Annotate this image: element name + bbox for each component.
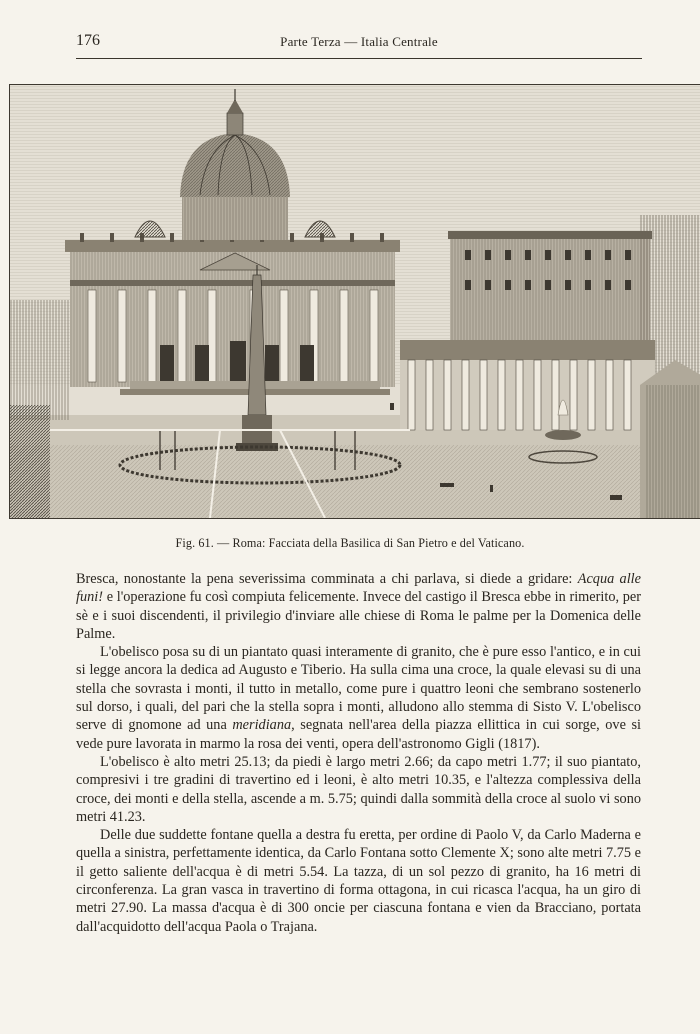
figure-engraving [9,84,700,519]
paragraph: L'obelisco posa su di un piantato quasi interamente di granito, che è pure esso l'antico, e in cui si legge ancora la dedica ad Augusto e Tiberio. Ha sulla cima una croce, la quale elevasi su di una stella che sovrasta i monti, il tutto in metallo, come pure i quattro leoni che sembrano sostenerlo sul dorso, i quali, del pari che la stella sopra i monti, alludono allo stemma di Sisto V. L'obelisco serve di gnomone ad una meridiana, segnata nell'area della piazza ellittica in cui sorge, ove si vede pure lavorata in marmo la rosa dei venti, opera dell'astronomo Gigli (1817). [76,644,641,752]
paragraph: L'obelisco è alto metri 25.13; da piedi è largo metri 2.66; da capo metri 1.77; il suo piantato, compresivi i tre gradini di travertino ed i leoni, è alto metri 10.35, e l'altezza complessiva della croce, dei monti e della stella, ascende a m. 5.75; quindi dalla sommità della croce al suolo vi sono metri 41.23. [76,753,641,825]
paragraph: Bresca, nonostante la pena severissima comminata a chi parlava, si diede a gridare: Acqua alle funi! e l'operazione fu così compiuta felicemente. Invece del castigo il Bresca ebbe in rimerito, per sè e i suoi discendenti, il privilegio d'inviare alle chiese di Roma le palme per la Domenica delle Palme. [76,571,641,642]
page-header [76,28,642,59]
figure-caption: Fig. 61. — Roma: Facciata della Basilica di San Pietro e del Vaticano. [175,536,525,550]
body-text [76,570,641,936]
paragraph: Delle due suddette fontane quella a destra fu eretta, per ordine di Paolo V, da Carlo Maderna e quella a sinistra, perfettamente identica, da Carlo Fontana sotto Clemente X; sono alte metri 7.75 e il getto saliente dell'acqua è di metri 5.54. La tazza, di un sol pezzo di granito, ha 16 metri di circonferenza. La gran vasca in travertino di forma ottagona, in cui ricasca l'acqua, ha un giro di metri 27.90. La massa d'acqua è di 300 oncie per ciascuna fontana e vien da Bracciano, portata dall'acquidotto dell'acqua Paola o Trajana. [76,827,641,935]
running-head: Parte Terza — Italia Centrale [280,34,438,49]
basilica-illustration [10,85,700,518]
page-number: 176 [76,32,100,49]
